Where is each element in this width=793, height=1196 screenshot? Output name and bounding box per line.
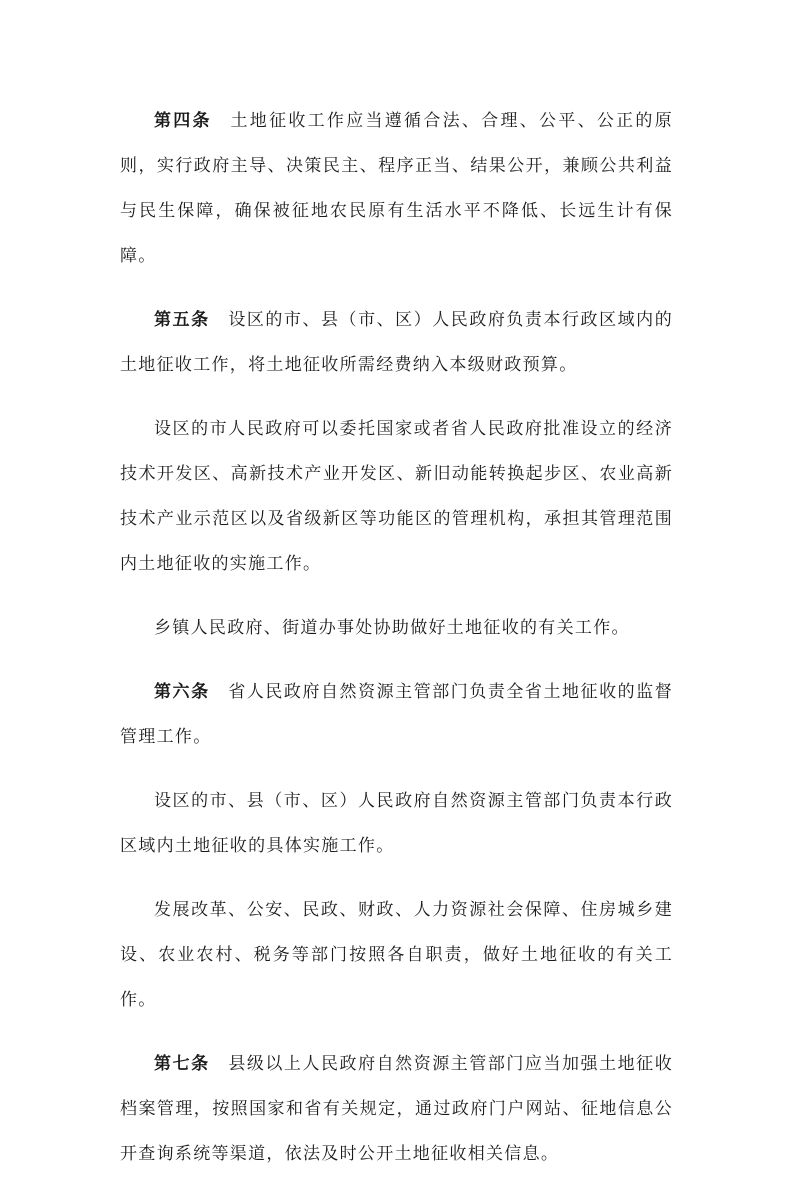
paragraph-text: 设区的市、县（市、区）人民政府自然资源主管部门负责本行政区域内土地征收的具体实施工作。 <box>120 791 673 856</box>
article-7-paragraph <box>120 1042 673 1177</box>
paragraph-text: 设区的市人民政府可以委托国家或者省人民政府批准设立的经济技术开发区、高新技术产业开发区、新旧动能转换起步区、农业高新技术产业示范区以及省级新区等功能区的管理机构，承担其管理范围内土地征收的实施工作。 <box>120 419 673 574</box>
paragraph-text: 土地征收工作应当遵循合法、合理、公平、公正的原则，实行政府主导、决策民主、程序正当、结果公开，兼顾公共利益与民生保障，确保被征地农民原有生活水平不降低、长远生计有保障。 <box>120 111 673 266</box>
paragraph-text: 乡镇人民政府、街道办事处协助做好土地征收的有关工作。 <box>154 618 630 638</box>
article-number: 第四条 <box>154 111 212 131</box>
document-body <box>120 99 673 1196</box>
article-number: 第七条 <box>154 1054 210 1074</box>
article-number: 第五条 <box>154 310 210 330</box>
article-5-clause-3 <box>120 606 673 651</box>
article-5-clause-2 <box>120 407 673 587</box>
article-5-paragraph <box>120 298 673 388</box>
paragraph-text: 设区的市、县（市、区）人民政府负责本行政区域内的土地征收工作，将土地征收所需经费纳入本级财政预算。 <box>120 310 673 375</box>
article-number: 第六条 <box>154 682 210 702</box>
article-4-paragraph <box>120 99 673 279</box>
paragraph-text: 省人民政府自然资源主管部门负责全省土地征收的监督管理工作。 <box>120 682 673 747</box>
paragraph-text: 县级以上人民政府自然资源主管部门应当加强土地征收档案管理，按照国家和省有关规定，通过政府门户网站、征地信息公开查询系统等渠道，依法及时公开土地征收相关信息。 <box>120 1054 673 1164</box>
article-6-clause-2 <box>120 779 673 869</box>
article-6-paragraph <box>120 670 673 760</box>
paragraph-text: 发展改革、公安、民政、财政、人力资源社会保障、住房城乡建设、农业农村、税务等部门按照各自职责，做好土地征收的有关工作。 <box>120 900 673 1010</box>
article-6-clause-3 <box>120 888 673 1023</box>
